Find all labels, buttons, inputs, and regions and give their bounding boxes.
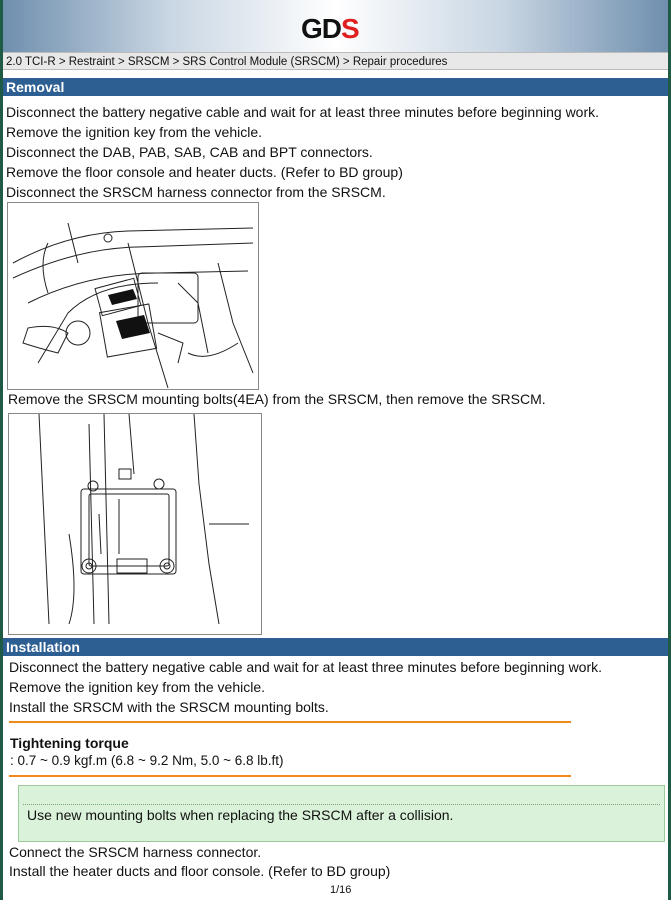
note-box (18, 785, 665, 842)
installation-step-1: Disconnect the battery negative cable and wait for at least three minutes before beginning work. (9, 659, 603, 675)
srscm-harness-connector-diagram-icon (8, 203, 258, 389)
removal-step-2: Remove the ignition key from the vehicle. (6, 124, 263, 140)
installation-section-title: Installation (3, 638, 668, 656)
srscm-mounting-figure (8, 413, 262, 635)
installation-step-2: Remove the ignition key from the vehicle. (9, 679, 266, 695)
logo-letter-d: D (321, 13, 342, 44)
header-bar (3, 0, 668, 52)
removal-step-3: Disconnect the DAB, PAB, SAB, CAB and BPT connectors. (6, 144, 373, 160)
breadcrumb: 2.0 TCI-R > Restraint > SRSCM > SRS Control Module (SRSCM) > Repair procedures (3, 52, 668, 70)
installation-step-3: Install the SRSCM with the SRSCM mounting bolts. (9, 699, 329, 715)
note-text: Use new mounting bolts when replacing the SRSCM after a collision. (27, 807, 454, 823)
torque-bottom-rule (9, 775, 571, 777)
removal-step-1: Disconnect the battery negative cable and wait for at least three minutes before beginning work. (6, 104, 600, 120)
installation-step-4: Connect the SRSCM harness connector. (9, 844, 262, 860)
note-divider (23, 804, 660, 805)
removal-step-6: Remove the SRSCM mounting bolts(4EA) from the SRSCM, then remove the SRSCM. (8, 391, 546, 407)
page-number: 1/16 (330, 884, 352, 896)
srscm-mounting-bolts-diagram-icon (9, 414, 261, 634)
gds-logo (301, 14, 369, 44)
logo-letter-s: S (341, 13, 359, 44)
removal-step-5: Disconnect the SRSCM harness connector from the SRSCM. (6, 184, 386, 200)
removal-step-4: Remove the floor console and heater ducts. (Refer to BD group) (6, 164, 403, 180)
document-page (3, 0, 668, 900)
installation-step-5: Install the heater ducts and floor console. (Refer to BD group) (9, 863, 391, 879)
torque-title: Tightening torque (10, 735, 129, 751)
removal-section-title: Removal (3, 78, 668, 96)
torque-top-rule (9, 721, 571, 723)
logo-letter-g: G (301, 13, 322, 44)
torque-value: : 0.7 ~ 0.9 kgf.m (6.8 ~ 9.2 Nm, 5.0 ~ 6.8 lb.ft) (10, 753, 284, 768)
srscm-connector-figure (7, 202, 259, 390)
